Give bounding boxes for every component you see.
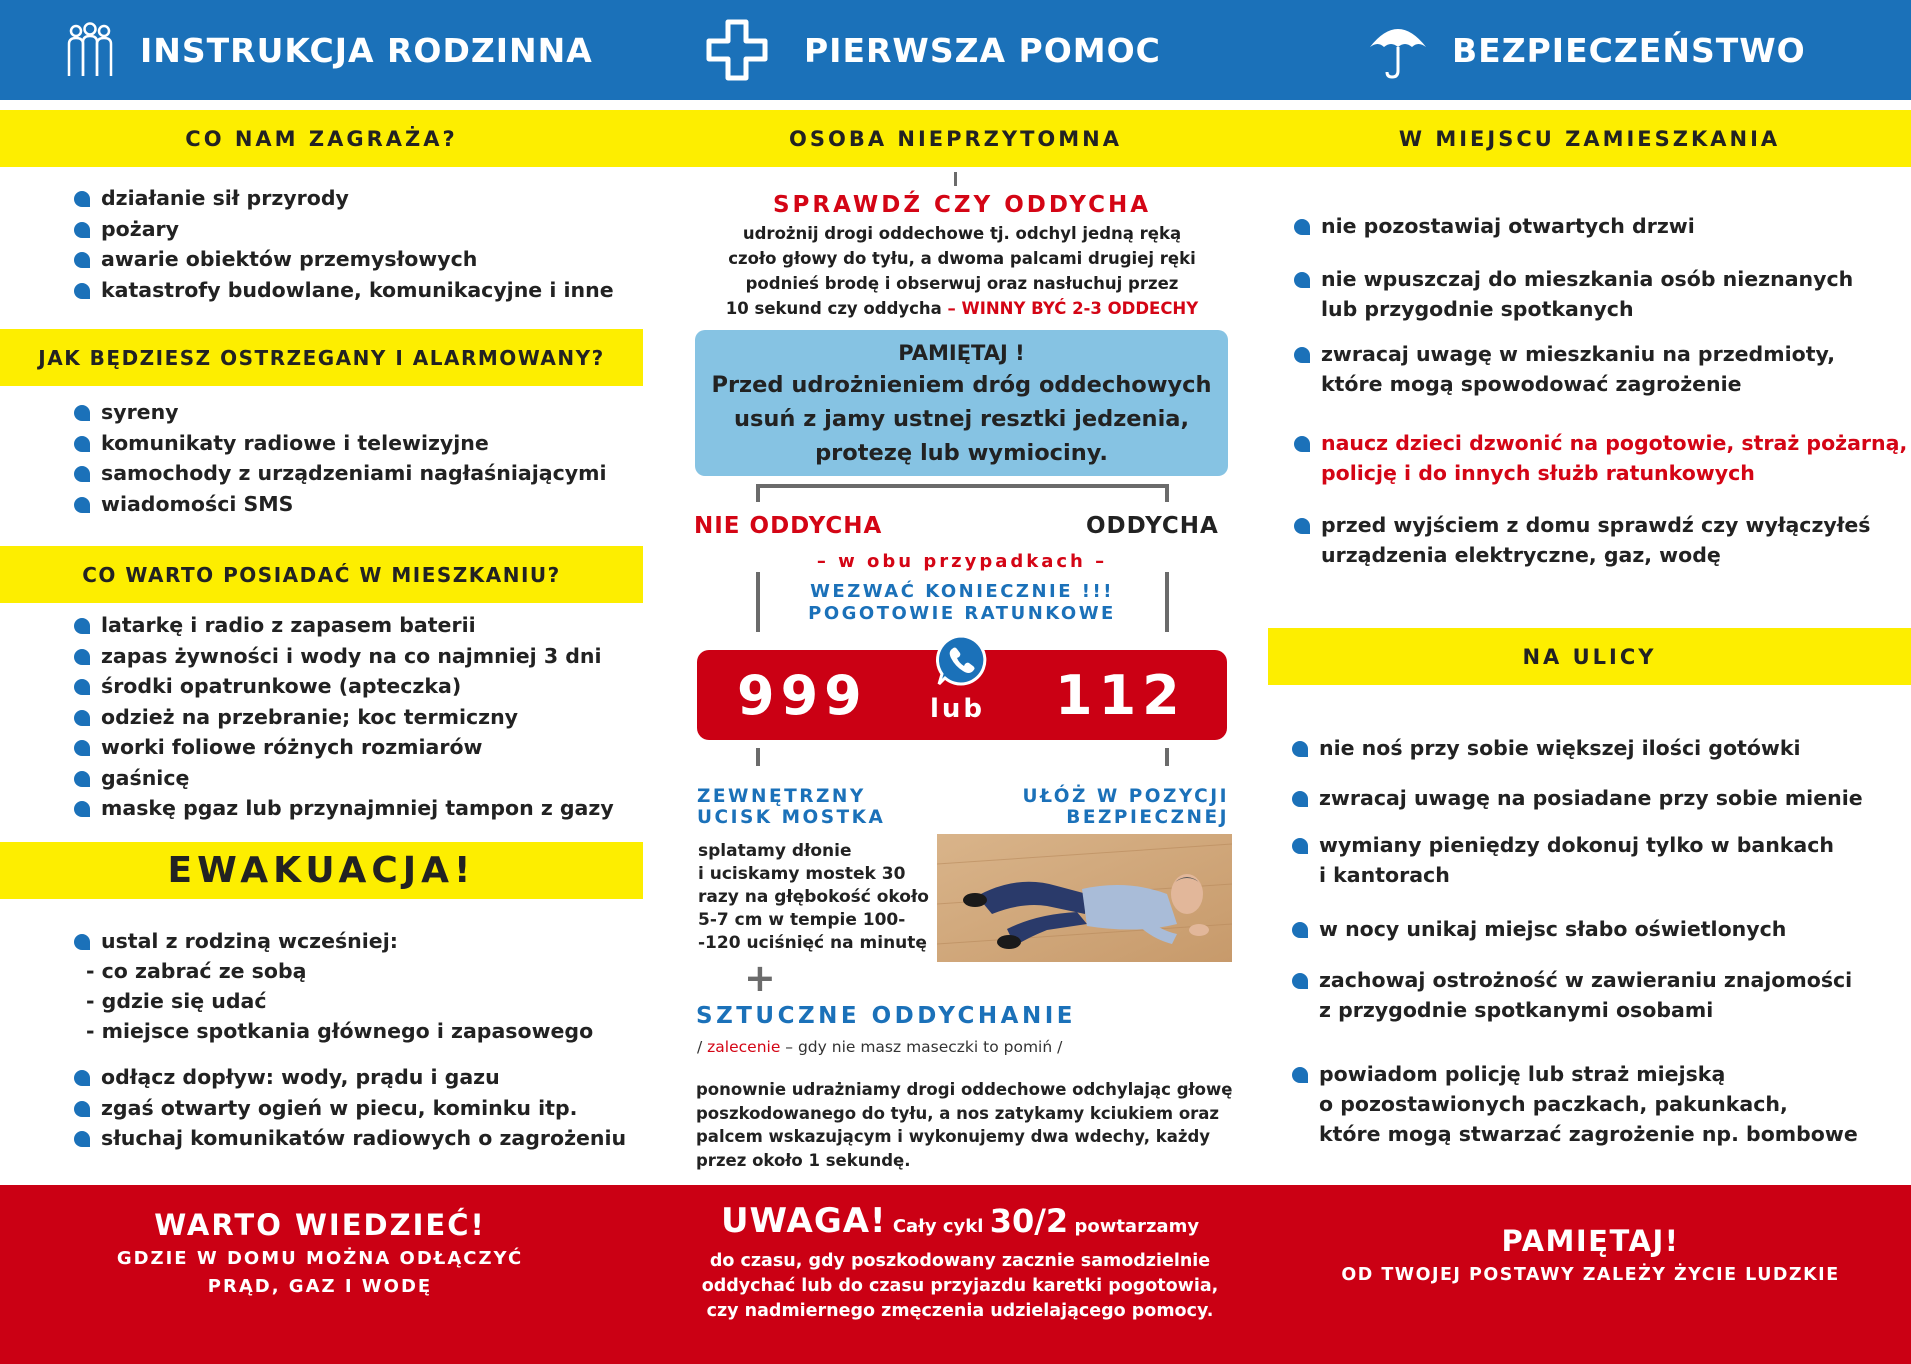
item-line: i kantorach	[1319, 863, 1450, 887]
unconscious-heading: OSOBA NIEPRZYTOMNA	[643, 110, 1268, 167]
home-safety-heading: W MIEJSCU ZAMIESZKANIA	[1268, 110, 1911, 167]
rescue-line: palcem wskazującym i wykonujemy dwa wdechy, każdy	[696, 1127, 1211, 1146]
breath-count-note: – WINNY BYĆ 2-3 ODDECHY	[941, 299, 1199, 318]
warning-list	[72, 397, 606, 519]
item-line: zwracaj uwagę w mieszkaniu na przedmioty,	[1321, 342, 1836, 366]
footer-left-line: PRĄD, GAZ I WODĘ	[207, 1276, 433, 1297]
list-item: ustal z rodziną wcześniej:	[72, 926, 398, 957]
list-item: wiadomości SMS	[72, 489, 606, 520]
not-breathing-label: NIE ODDYCHA	[694, 513, 883, 539]
item-line: nie wpuszczaj do mieszkania osób nieznanych	[1321, 267, 1854, 291]
threats-heading: CO NAM ZAGRAŻA?	[0, 110, 643, 167]
item-line: lub przygodnie spotkanych	[1321, 297, 1634, 321]
list-item	[1292, 264, 1853, 324]
family-icon	[64, 22, 116, 78]
or-label: lub	[930, 694, 986, 724]
evacuation-heading: EWAKUACJA!	[0, 842, 643, 899]
footer-bar	[0, 1185, 1911, 1364]
cpr-instructions	[698, 840, 929, 955]
evacuation-subitem: - co zabrać ze sobą	[86, 959, 307, 983]
item-line: nie noś przy sobie większej ilości gotówki	[1319, 736, 1801, 760]
cpr-line: i uciskamy mostek 30	[698, 864, 906, 884]
cpr-line: splatamy dłonie	[698, 841, 852, 861]
item-line: o pozostawionych paczkach, pakunkach,	[1319, 1092, 1788, 1116]
phone-icon	[935, 634, 987, 690]
list-item: środki opatrunkowe (apteczka)	[72, 671, 614, 702]
cpr-line: razy na głębokość około	[698, 887, 929, 907]
list-item: katastrofy budowlane, komunikacyjne i inne	[72, 275, 614, 306]
list-item: zgaś otwarty ogień w piecu, kominku itp.	[72, 1093, 626, 1124]
home-kit-list	[72, 610, 614, 824]
footer-middle-line: do czasu, gdy poszkodowany zacznie samodzielnie	[709, 1251, 1211, 1271]
connector-line	[954, 172, 957, 186]
branch-line	[1165, 748, 1169, 766]
remember-line: Przed udrożnieniem dróg oddechowych	[711, 372, 1212, 398]
threats-list	[72, 183, 614, 305]
header-title-family: INSTRUKCJA RODZINNA	[140, 30, 593, 70]
list-item: latarkę i radio z zapasem baterii	[72, 610, 614, 641]
footer-middle	[650, 1199, 1270, 1324]
evacuation-list	[72, 1062, 626, 1154]
call-ambulance-text	[700, 581, 1224, 625]
list-item: komunikaty radiowe i telewizyjne	[72, 428, 606, 459]
footer-left-line: GDZIE W DOMU MOŻNA ODŁĄCZYĆ	[116, 1248, 524, 1269]
header-family	[64, 0, 593, 100]
item-line: policję i do innych służb ratunkowych	[1321, 461, 1755, 485]
list-item: odłącz dopływ: wody, prądu i gazu	[72, 1062, 626, 1093]
recovery-position-photo	[937, 834, 1232, 962]
list-item	[1290, 914, 1786, 944]
warning-heading: JAK BĘDZIESZ OSTRZEGANY I ALARMOWANY?	[0, 329, 643, 386]
list-item: działanie sił przyrody	[72, 183, 614, 214]
item-line: które mogą stwarzać zagrożenie np. bombowe	[1319, 1122, 1858, 1146]
list-item: samochody z urządzeniami nagłaśniającymi	[72, 458, 606, 489]
list-item	[1292, 339, 1835, 399]
list-item: pożary	[72, 214, 614, 245]
footer-middle-line: czy nadmiernego zmęczenia udzielającego pomocy.	[706, 1301, 1214, 1321]
remember-line: protezę lub wymiociny.	[815, 440, 1108, 466]
footer-repeat: powtarzamy	[1068, 1216, 1200, 1237]
call-line: WEZWAĆ KONIECZNIE !!!	[810, 581, 1114, 602]
plus-sign: +	[744, 956, 776, 1000]
cpr-title	[697, 786, 885, 828]
header-title-first-aid: PIERWSZA POMOC	[804, 30, 1161, 70]
list-item	[1290, 733, 1801, 763]
item-line: nie pozostawiaj otwartych drzwi	[1321, 214, 1695, 238]
footer-middle-line: oddychać lub do czasu przyjazdu karetki pogotowia,	[701, 1276, 1219, 1296]
check-breathing-title: SPRAWDŹ CZY ODDYCHA	[772, 192, 1152, 218]
call-line: POGOTOWIE RATUNKOWE	[808, 603, 1116, 624]
cpr-title-line: UCISK MOSTKA	[697, 807, 886, 828]
rescue-note	[697, 1038, 1062, 1056]
list-item: worki foliowe różnych rozmiarów	[72, 732, 614, 763]
item-line: które mogą spowodować zagrożenie	[1321, 372, 1742, 396]
item-line: urządzenia elektryczne, gaz, wodę	[1321, 543, 1721, 567]
footer-right-title: PAMIĘTAJ!	[1501, 1224, 1680, 1258]
header-title-safety: BEZPIECZEŃSTWO	[1452, 30, 1806, 70]
remember-line: usuń z jamy ustnej resztki jedzenia,	[733, 406, 1190, 432]
list-item	[1290, 1059, 1858, 1149]
rescue-line: przez około 1 sekundę.	[696, 1150, 911, 1170]
both-cases-note: – w obu przypadkach –	[816, 551, 1108, 572]
footer-right	[1270, 1221, 1911, 1289]
list-item	[1290, 783, 1863, 813]
cross-icon	[706, 19, 768, 81]
cpr-title-line: ZEWNĘTRZNY	[697, 786, 866, 807]
list-item	[1290, 965, 1852, 1025]
check-last: 10 sekund czy oddycha	[725, 299, 942, 318]
list-item-highlight	[1292, 428, 1907, 488]
evacuation-subitem: - gdzie się udać	[86, 989, 267, 1013]
list-item	[1292, 211, 1695, 241]
list-item: odzież na przebranie; koc termiczny	[72, 702, 614, 733]
header-first-aid	[706, 0, 1161, 100]
branch-line	[1165, 572, 1169, 632]
footer-right-line: OD TWOJEJ POSTAWY ZALEŻY ŻYCIE LUDZKIE	[1341, 1265, 1840, 1285]
list-item: gaśnicę	[72, 763, 614, 794]
remember-title: PAMIĘTAJ !	[898, 341, 1025, 365]
remember-box	[695, 330, 1228, 476]
branch-line	[756, 572, 760, 632]
footer-cycle-line	[650, 1199, 1270, 1249]
umbrella-icon	[1368, 19, 1428, 81]
list-item: zapas żywności i wody na co najmniej 3 dni	[72, 641, 614, 672]
item-line: powiadom policję lub straż miejską	[1319, 1062, 1726, 1086]
list-item	[1290, 830, 1834, 890]
check-line: czoło głowy do tyłu, a dwoma palcami drugiej ręki	[728, 249, 1196, 268]
check-breathing-text	[700, 221, 1224, 321]
cpr-line: -120 uciśnięć na minutę	[698, 933, 927, 953]
list-item	[1292, 510, 1870, 570]
footer-left	[0, 1205, 640, 1301]
emergency-number-112[interactable]: 112	[1055, 664, 1186, 727]
item-line: zwracaj uwagę na posiadane przy sobie mienie	[1319, 786, 1863, 810]
list-item: maskę pgaz lub przynajmniej tampon z gazy	[72, 793, 614, 824]
check-line: podnieś brodę i obserwuj oraz nasłuchuj przez	[745, 274, 1179, 293]
evacuation-first	[72, 926, 398, 957]
footer-ratio: 30/2	[989, 1202, 1069, 1240]
recovery-title	[1000, 786, 1229, 828]
rescue-breathing-title: SZTUCZNE ODDYCHANIE	[696, 1003, 1076, 1029]
footer-cycle: Cały cykl	[886, 1216, 990, 1237]
item-line: w nocy unikaj miejsc słabo oświetlonych	[1319, 917, 1787, 941]
list-item: syreny	[72, 397, 606, 428]
breathing-label: ODDYCHA	[1086, 513, 1219, 539]
item-line: naucz dzieci dzwonić na pogotowie, straż pożarną,	[1321, 431, 1908, 455]
rescue-line: poszkodowanego do tyłu, a nos zatykamy kciukiem oraz	[696, 1103, 1220, 1123]
footer-warning: UWAGA!	[720, 1201, 887, 1241]
branch-line	[1165, 484, 1169, 502]
list-item: słuchaj komunikatów radiowych o zagrożeniu	[72, 1123, 626, 1154]
rescue-note-rest: – gdy nie masz maseczki to pomiń /	[780, 1038, 1063, 1056]
street-safety-heading: NA ULICY	[1268, 628, 1911, 685]
footer-left-title: WARTO WIEDZIEĆ!	[154, 1208, 486, 1242]
item-line: z przygodnie spotkanymi osobami	[1319, 998, 1714, 1022]
evacuation-subitem: - miejsce spotkania głównego i zapasowego	[86, 1019, 594, 1043]
list-item: awarie obiektów przemysłowych	[72, 244, 614, 275]
recovery-title-line: UŁÓŻ W POZYCJI	[1022, 786, 1229, 807]
rescue-instructions	[696, 1078, 1232, 1172]
header-bar	[0, 0, 1911, 100]
header-safety	[1368, 0, 1806, 100]
item-line: przed wyjściem z domu sprawdź czy wyłączyłeś	[1321, 513, 1871, 537]
emergency-number-999[interactable]: 999	[737, 664, 868, 727]
cpr-line: 5-7 cm w tempie 100-	[698, 910, 906, 930]
rescue-note-recommendation: zalecenie	[707, 1038, 781, 1056]
home-kit-heading: CO WARTO POSIADAĆ W MIESZKANIU?	[0, 546, 643, 603]
rescue-note-open: /	[697, 1038, 708, 1056]
branch-line	[756, 484, 1169, 488]
branch-line	[756, 748, 760, 766]
recovery-title-line: BEZPIECZNEJ	[1066, 807, 1229, 828]
check-line: udrożnij drogi oddechowe tj. odchyl jedną ręką	[742, 224, 1182, 243]
item-line: zachowaj ostrożność w zawieraniu znajomości	[1319, 968, 1853, 992]
rescue-line: ponownie udrażniamy drogi oddechowe odchylając głowę	[696, 1080, 1233, 1099]
item-line: wymiany pieniędzy dokonuj tylko w bankach	[1319, 833, 1835, 857]
check-line	[700, 296, 1224, 321]
branch-line	[756, 484, 760, 502]
